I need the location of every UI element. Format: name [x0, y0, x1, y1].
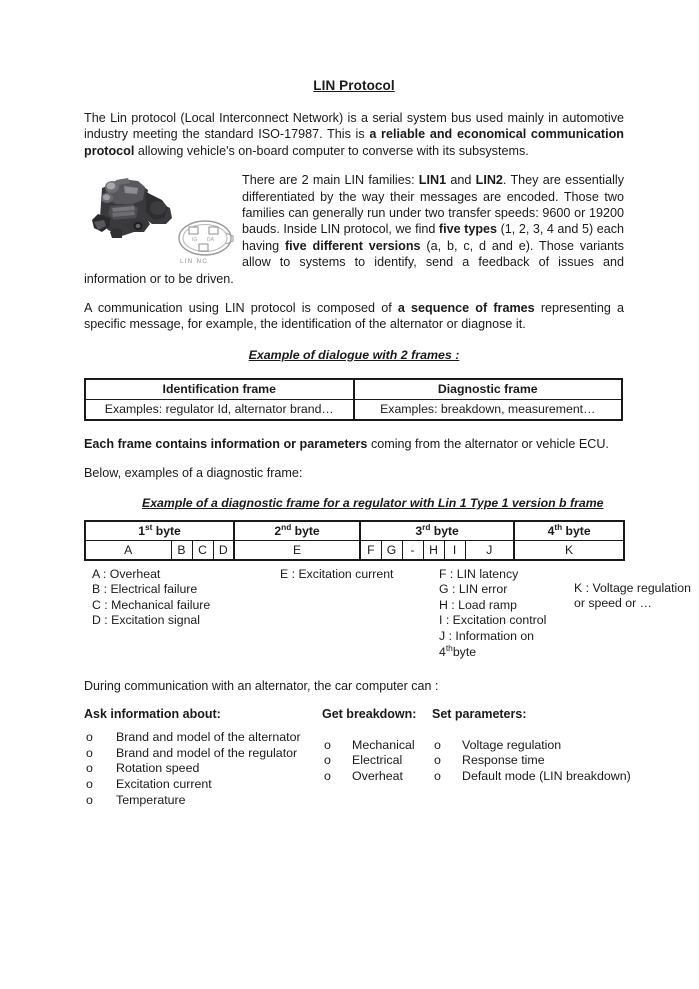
comm-text-bold: a sequence of frames	[397, 301, 535, 316]
connector-label-lin: LIN	[180, 259, 194, 266]
byte1-suffix: byte	[152, 523, 181, 538]
list-item-label: Voltage regulation	[462, 737, 562, 752]
cell-field-j: J	[465, 540, 514, 560]
list-heading-set-parameters: Set parameters:	[432, 706, 527, 721]
families-and: and	[446, 173, 476, 188]
list-get-breakdown	[322, 707, 432, 785]
list-item	[432, 738, 662, 754]
legend-4th-tail: byte	[452, 644, 477, 659]
legend-column-fghij	[439, 567, 569, 661]
voltage-regulator-photo	[88, 174, 184, 242]
legend-item-a: A : Overheat	[92, 566, 161, 581]
list-item	[322, 769, 432, 785]
byte3-num: 3	[415, 523, 423, 538]
list-item-label: Temperature	[116, 792, 186, 807]
legend-item-e: E : Excitation current	[280, 566, 394, 581]
legend-4th-num: 4	[439, 644, 446, 659]
list-item-label: Electrical	[352, 753, 403, 768]
list-item-label: Brand and model of the regulator	[116, 745, 298, 760]
bullet-marker: o	[86, 745, 93, 760]
legend-item-i: I : Excitation control	[439, 613, 547, 628]
svg-text:DA: DA	[207, 237, 214, 244]
bullet-marker: o	[434, 753, 441, 768]
bullet-marker: o	[324, 769, 331, 784]
list-heading-ask-information: Ask information about:	[84, 706, 221, 721]
cell-field-g: G	[381, 540, 402, 560]
legend-item-h: H : Load ramp	[439, 597, 517, 612]
cell-field-f: F	[360, 540, 381, 560]
legend-4th-sup: th	[445, 642, 453, 653]
bullet-marker: o	[434, 737, 441, 752]
byte1-num: 1	[138, 523, 145, 538]
intro-text-tail: allowing vehicle's on-board computer to converse with its subsystems.	[134, 143, 529, 158]
bullet-marker: o	[434, 769, 441, 784]
list-item	[84, 777, 324, 793]
list-item-label: Mechanical	[352, 737, 415, 752]
header-4th-byte	[514, 521, 624, 541]
each-frame-rest: coming from the alternator or vehicle ECU.	[367, 436, 609, 451]
header-diagnostic-frame: Diagnostic frame	[354, 379, 623, 400]
cell-field-i: I	[444, 540, 465, 560]
list-item-label: Overheat	[352, 769, 403, 784]
families-text-d: (a, b, c, d and e). Those variants allow to systems to identify, send a feedback of issues and information or to be driven.	[84, 238, 624, 286]
list-item	[322, 738, 432, 754]
document-content	[84, 78, 691, 817]
header-3rd-byte	[360, 521, 514, 541]
comm-text-a: A communication using LIN protocol is composed of	[84, 301, 398, 316]
byte1-sup: st	[145, 521, 153, 532]
byte2-num: 2	[274, 523, 282, 538]
byte3-suffix: byte	[430, 523, 459, 538]
table-row	[85, 399, 622, 420]
byte4-num: 4	[547, 523, 555, 538]
bullet-marker: o	[86, 761, 93, 776]
list-item	[322, 753, 432, 769]
list-item	[84, 730, 324, 746]
list-set-parameters	[432, 707, 662, 785]
legend-column-k	[574, 581, 699, 612]
connector-pin-labels	[180, 254, 208, 270]
legend-column-abcd	[92, 567, 282, 629]
families-five-types: five types	[438, 222, 498, 237]
cell-field-dash: -	[402, 540, 423, 560]
regulator-photo-block	[88, 174, 236, 266]
byte2-sup: nd	[281, 521, 292, 532]
bullet-marker: o	[86, 792, 93, 807]
cell-field-a: A	[85, 540, 171, 560]
list-heading-get-breakdown: Get breakdown:	[322, 706, 417, 721]
paragraph-below-examples: Below, examples of a diagnostic frame:	[84, 466, 303, 481]
table-row-byte-headers	[85, 521, 624, 541]
legend-item-f: F : LIN latency	[439, 566, 519, 581]
header-identification-frame: Identification frame	[85, 379, 354, 400]
byte-field-legend	[84, 566, 691, 663]
cell-field-e: E	[234, 540, 360, 560]
bullet-marker: o	[86, 730, 93, 745]
families-text-a: There are 2 main LIN families:	[242, 173, 419, 188]
header-1st-byte	[85, 521, 234, 541]
paragraph-intro	[84, 110, 624, 159]
header-2nd-byte	[234, 521, 360, 541]
caption-diagnostic-frame-example: Example of a diagnostic frame for a regulator with Lin 1 Type 1 version b frame	[142, 495, 604, 510]
legend-item-g: G : LIN error	[439, 582, 508, 597]
bullet-marker: o	[324, 753, 331, 768]
intro-text-bold: a reliable and economical communication protocol	[84, 127, 624, 158]
families-lin1: LIN1	[418, 173, 447, 188]
cell-field-b: B	[171, 540, 192, 560]
legend-item-j-continued	[439, 642, 569, 661]
cell-field-c: C	[192, 540, 213, 560]
cell-identification-examples: Examples: regulator Id, alternator brand…	[85, 399, 354, 420]
paragraph-during-communication: During communication with an alternator, the car computer can :	[84, 678, 439, 693]
list-items-ask-information	[84, 730, 324, 808]
paragraph-each-frame	[84, 436, 624, 452]
cell-field-h: H	[423, 540, 444, 560]
byte3-sup: rd	[422, 521, 431, 532]
comm-text-b: representing a specific message, for example, the identification of the alternator or diagnose it.	[84, 301, 625, 332]
table-row-byte-fields	[85, 540, 624, 560]
list-ask-information	[84, 707, 324, 809]
legend-item-b: B : Electrical failure	[92, 582, 198, 597]
list-items-get-breakdown	[322, 738, 432, 785]
families-lin2: LIN2	[475, 173, 503, 188]
cell-diagnostic-examples: Examples: breakdown, measurement…	[354, 399, 623, 420]
bullet-marker: o	[324, 737, 331, 752]
legend-item-d: D : Excitation signal	[92, 613, 200, 628]
list-item-label: Response time	[462, 753, 545, 768]
list-item	[84, 746, 324, 762]
list-item	[432, 753, 662, 769]
list-item	[84, 761, 324, 777]
list-item-label: Excitation current	[116, 777, 212, 792]
list-item-label: Rotation speed	[116, 761, 200, 776]
list-item	[84, 793, 324, 809]
legend-item-c: C : Mechanical failure	[92, 597, 211, 612]
families-five-versions: five different versions	[284, 238, 421, 253]
svg-text:IG: IG	[192, 237, 198, 244]
families-text-b: . They are essentially differentiated by the way their messages are encoded. Those two families can generally run under two transfer speeds: 9600 or 19200 bauds. Inside LIN protocol, we find	[242, 173, 624, 237]
capability-lists	[84, 706, 631, 817]
each-frame-bold: Each frame contains information or parameters	[84, 436, 368, 451]
list-items-set-parameters	[432, 738, 662, 785]
cell-field-d: D	[213, 540, 234, 560]
table-row-header	[85, 379, 622, 400]
byte4-sup: th	[554, 521, 563, 532]
frame-comparison-table	[84, 378, 623, 421]
page-title: LIN Protocol	[313, 78, 395, 93]
legend-item-k: K : Voltage regulation	[574, 580, 691, 595]
caption-dialogue-example: Example of dialogue with 2 frames :	[248, 347, 460, 362]
legend-item-k-continued: or speed or …	[574, 596, 652, 611]
list-item-label: Brand and model of the alternator	[116, 730, 301, 745]
list-item	[432, 769, 662, 785]
byte2-suffix: byte	[291, 523, 320, 538]
legend-item-j: J : Information on	[439, 629, 535, 644]
byte4-suffix: byte	[562, 523, 591, 538]
paragraph-communication	[84, 300, 624, 333]
families-text-c: (1, 2, 3, 4 and 5) each having	[242, 222, 625, 253]
bullet-marker: o	[86, 777, 93, 792]
cell-field-k: K	[514, 540, 624, 560]
intro-text-1: The Lin protocol (Local Interconnect Network) is a serial system bus used mainly in automotive industry meeting the standard ISO-17987. This is	[84, 111, 624, 142]
byte-frame-table	[84, 520, 625, 561]
paragraph-families	[84, 172, 624, 287]
legend-column-e	[280, 567, 420, 583]
list-item-label: Default mode (LIN breakdown)	[462, 769, 631, 784]
connector-label-nc: NC	[196, 259, 209, 266]
byte-frame-table-wrapper	[84, 520, 624, 561]
